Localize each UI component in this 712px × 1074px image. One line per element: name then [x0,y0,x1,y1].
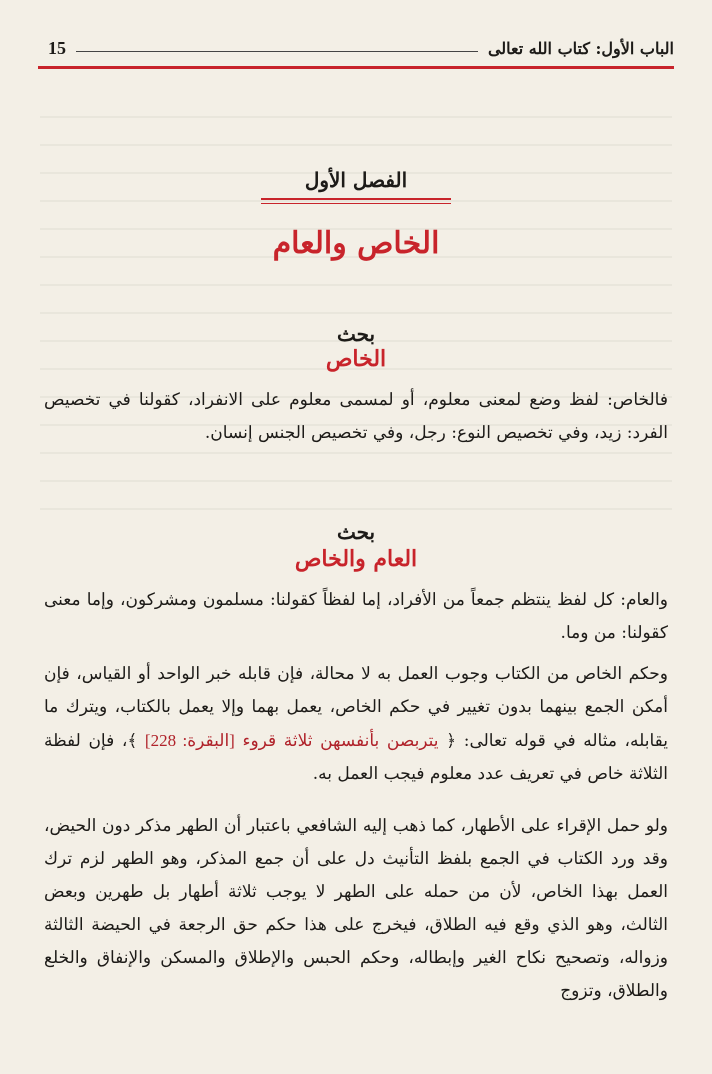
chapter-title: الفصل الأول [304,168,408,192]
paragraph [44,658,668,791]
paragraph: فالخاص: لفظ وضع لمعنى معلوم، أو لمسمى معلوم على الانفراد، كقولنا في تخصيص الفرد: زيد، وفي تخصيص النوع: رجل، وفي تخصيص الجنس إنسان. [44,390,668,443]
running-title: الباب الأول: كتاب الله تعالى [487,38,674,58]
main-heading: الخاص والعام [272,226,440,261]
paragraph-text: ﴾، فإن لفظة الثلاثة خاص في تعريف عدد معلوم فيجب العمل به. [44,731,668,784]
page-header [48,34,674,62]
paragraph-text: وحكم الخاص من الكتاب وجوب العمل به لا محالة، فإن قابله خبر الواحد أو القياس، فإن أمكن الجمع بينهما بدون تغيير في حكم الخاص، يعمل بهما وإلا يعمل بالكتاب، ويترك ما يقابله، مثاله في قوله تعالى: ﴿ [44,664,669,751]
paragraph: ولو حمل الإقراء على الأطهار، كما ذهب إليه الشافعي باعتبار أن الطهر مذكر دون الحيض، وقد ورد الكتاب في الجمع بلفظ التأنيث دل على أن جمع المذكر، وهو الطهر لزم ترك العمل بهذا الخاص، لأن من حمله على الطهر لا يوجب ثلاثة أطهار بل طهرين وبعض الثالث، وهو الذي وقع فيه الطلاق، فيخرج على هذا حكم حق الرجعة في الحيضة الثالثة وزواله، وتصحيح نكاح الغير وإبطاله، وحكم الحبس والإطلاق والمسكن والإنفاق والخلع والطلاق، وتزوج [44,816,668,1001]
section-label: بحث [336,322,376,346]
chapter-rules [261,198,451,204]
header-line [76,51,478,52]
header-rule [38,66,674,69]
verse-reference: [البقرة: 228] [144,731,235,750]
quran-verse: يتربصن بأنفسهن ثلاثة قروء [242,731,439,751]
section-label: بحث [336,520,376,544]
page-number: 15 [48,37,66,58]
section-title: الخاص [325,346,387,372]
paragraph: والعام: كل لفظ ينتظم جمعاً من الأفراد، إما لفظاً كقولنا: مسلمون ومشركون، وإما معنى كقولنا: من وما. [44,590,668,643]
chapter-block [0,168,712,204]
section-title: العام والخاص [294,546,418,572]
